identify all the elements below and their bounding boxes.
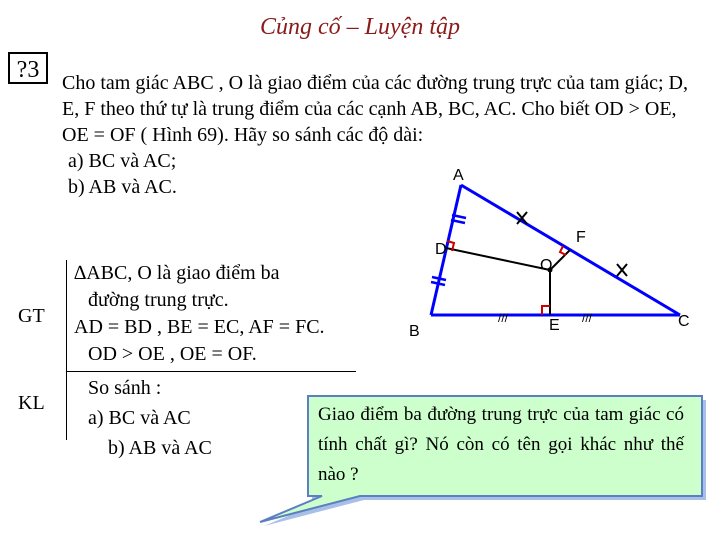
conclusion-block xyxy=(88,373,212,463)
question-number-box: ?3 xyxy=(8,52,48,84)
table-vertical-divider xyxy=(66,260,67,440)
label-o: O xyxy=(540,257,553,274)
triangle-figure xyxy=(395,160,695,345)
tick-ec: /// xyxy=(582,311,593,325)
given-block xyxy=(74,260,325,368)
given-line-3: AD = BD , BE = EC, AF = FC. xyxy=(74,316,325,338)
label-f: F xyxy=(576,229,586,246)
tick-be: /// xyxy=(498,311,509,325)
conclusion-line-3: b) AB và AC xyxy=(108,437,212,459)
conclusion-line-1: So sánh : xyxy=(88,377,162,399)
given-line-1: ∆ABC, O là giao điểm ba xyxy=(74,262,280,284)
conclusion-line-2: a) BC và AC xyxy=(88,407,191,429)
problem-item-b: b) AB và AC. xyxy=(68,176,177,198)
problem-text: Cho tam giác ABC , O là giao điểm của các đường trung trực của tam giác; D, E, F theo thứ tự là trung điểm của các cạnh AB, BC, AC. Cho biết OD > OE, OE = OF ( Hình 69). Hãy so sánh các độ dài: xyxy=(62,72,688,146)
cross-fc xyxy=(617,264,627,276)
tick-db-1 xyxy=(432,277,446,280)
tick-db-2 xyxy=(431,282,445,285)
given-line-4: OD > OE , OE = OF. xyxy=(88,343,257,365)
bisector-od xyxy=(446,248,550,270)
label-b: B xyxy=(409,323,420,340)
label-d: D xyxy=(435,241,447,258)
given-line-2: đường trung trực. xyxy=(88,289,229,311)
callout-text: Giao điểm ba đường trung trực của tam giác có tính chất gì? Nó còn có tên gọi khác như thế nào ? xyxy=(318,404,684,485)
problem-item-a: a) BC và AC; xyxy=(68,150,177,172)
label-a: A xyxy=(453,167,464,184)
slide-title: Củng cố – Luyện tập xyxy=(260,14,460,40)
label-e: E xyxy=(549,317,560,334)
side-ac xyxy=(461,185,680,315)
kl-label: KL xyxy=(18,392,45,414)
gt-label: GT xyxy=(18,305,45,327)
label-c: C xyxy=(678,313,690,330)
